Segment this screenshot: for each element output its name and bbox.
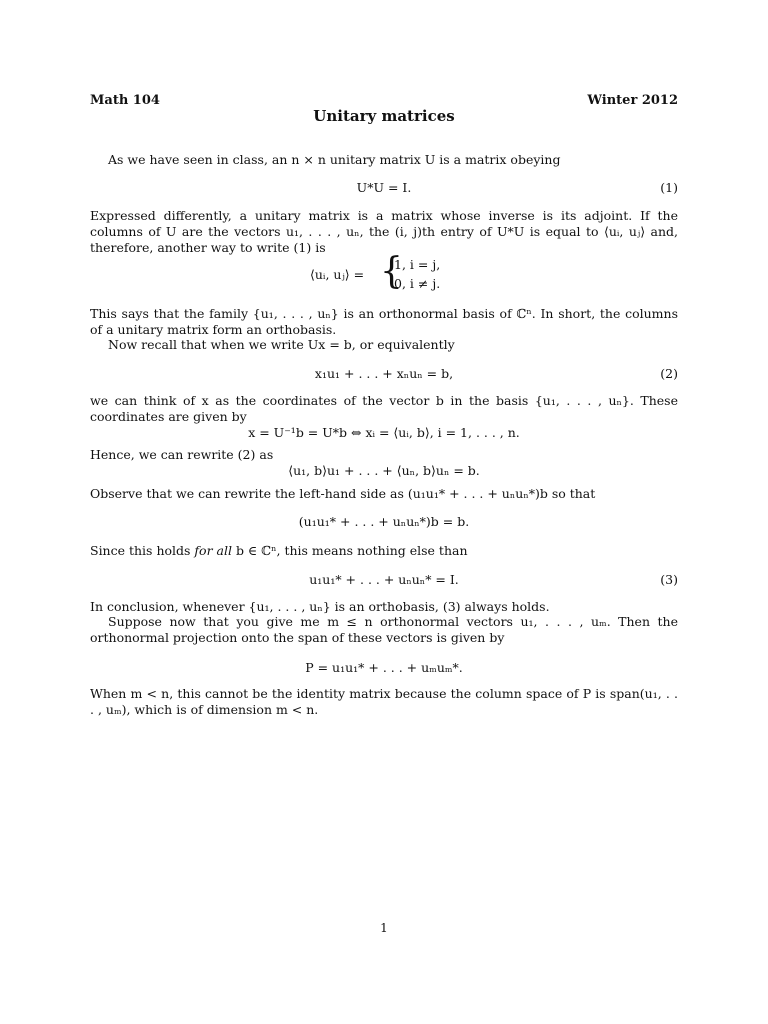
paragraph-for-all xyxy=(90,543,678,559)
equation-2: x₁u₁ + . . . + xₙuₙ = b, xyxy=(314,366,454,381)
case-not-equal: 0, i ≠ j. xyxy=(394,276,441,291)
paragraph-orthonormal: This says that the family {u₁, . . . , uₙ} is an orthonormal basis of ℂⁿ. In short, the columns of a unitary matrix form an orthobasis. xyxy=(90,306,678,337)
paragraph-adjoint: Expressed differently, a unitary matrix is a matrix whose inverse is its adjoint. If the columns of U are the vectors u₁, . . . , uₙ, the (i, j)th entry of U*U is equal to ⟨uᵢ, uⱼ⟩ and, therefore, another way to write (1) is xyxy=(90,208,678,255)
paragraph-coordinates: we can think of x as the coordinates of the vector b in the basis {u₁, . . . , uₙ}. These coordinates are given by xyxy=(90,393,678,424)
page-number: 1 xyxy=(380,921,388,935)
paragraph-intro: As we have seen in class, an n × n unitary matrix U is a matrix obeying xyxy=(108,152,561,167)
paragraph-projection: Suppose now that you give me m ≤ n orthonormal vectors u₁, . . . , uₘ. Then the orthonormal projection onto the span of these vectors is given by xyxy=(90,614,678,645)
for-all-suffix: b ∈ ℂⁿ, this means nothing else than xyxy=(231,543,468,558)
paragraph-observe: Observe that we can rewrite the left-hand side as (u₁u₁* + . . . + uₙuₙ*)b so that xyxy=(90,486,596,501)
for-all-emphasis: for all xyxy=(194,543,232,558)
paragraph-hence: Hence, we can rewrite (2) as xyxy=(90,447,274,462)
paragraph-identity: When m < n, this cannot be the identity matrix because the column space of P is span(u₁, . . . , uₘ), which is of dimension m < n. xyxy=(90,686,678,717)
term-label: Winter 2012 xyxy=(587,93,678,108)
equation-1: U*U = I. xyxy=(356,180,412,195)
for-all-prefix: Since this holds xyxy=(90,543,195,558)
equation-projection: P = u₁u₁* + . . . + uₘuₘ*. xyxy=(305,660,463,675)
case-equal: 1, i = j, xyxy=(394,257,441,272)
left-brace-icon: { xyxy=(380,251,403,292)
equation-3-number: (3) xyxy=(660,572,678,587)
equation-rewrite: ⟨u₁, b⟩u₁ + . . . + ⟨uₙ, b⟩uₙ = b. xyxy=(288,463,480,478)
course-label: Math 104 xyxy=(90,93,160,108)
cases-lhs: ⟨uᵢ, uⱼ⟩ = xyxy=(310,267,365,282)
paragraph-conclusion: In conclusion, whenever {u₁, . . . , uₙ} is an orthobasis, (3) always holds. xyxy=(90,599,550,614)
document-title: Unitary matrices xyxy=(313,107,455,125)
equation-2-number: (2) xyxy=(660,366,678,381)
equation-sum-b: (u₁u₁* + . . . + uₙuₙ*)b = b. xyxy=(298,514,470,529)
equation-coordinates: x = U⁻¹b = U*b ⇔ xᵢ = ⟨uᵢ, b⟩, i = 1, . . . , n. xyxy=(248,425,520,440)
equation-1-number: (1) xyxy=(660,180,678,195)
equation-3: u₁u₁* + . . . + uₙuₙ* = I. xyxy=(309,572,459,587)
paragraph-recall: Now recall that when we write Ux = b, or equivalently xyxy=(108,337,455,352)
